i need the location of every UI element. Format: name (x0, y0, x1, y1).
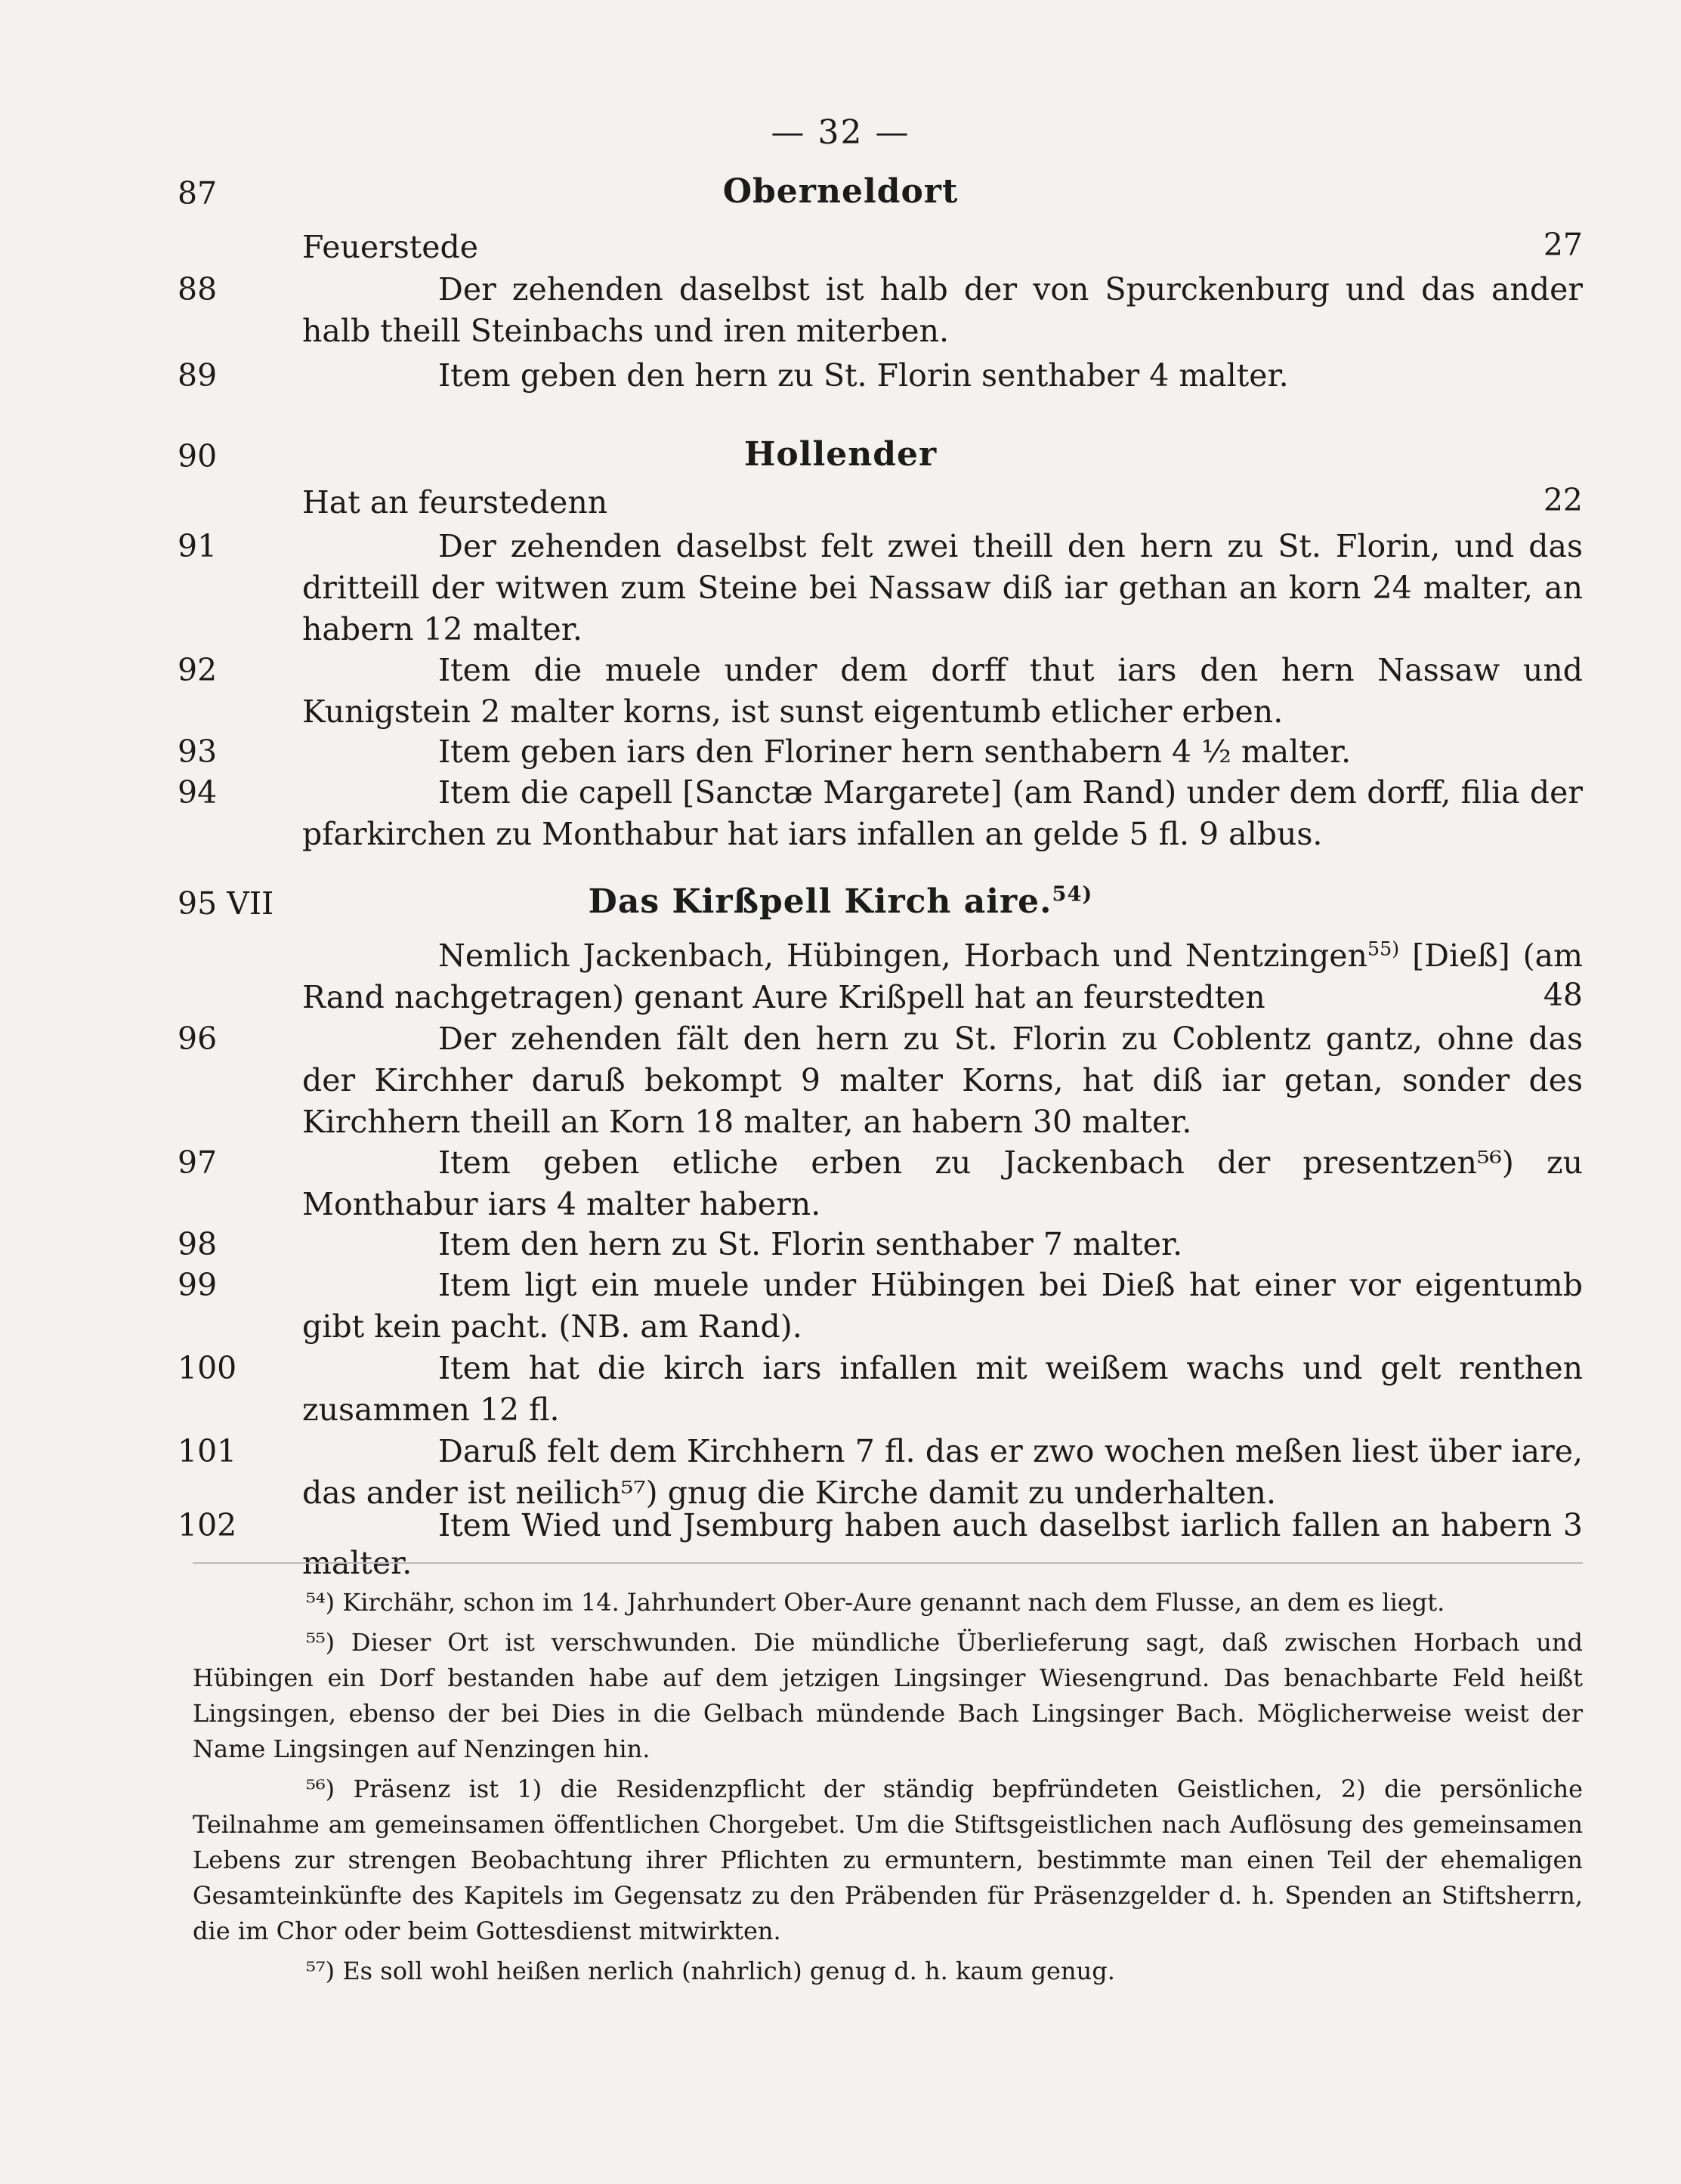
entry-97 (178, 1142, 1583, 1225)
footnote-ref: 54) (1052, 882, 1093, 907)
entry-number: 89 (178, 357, 218, 394)
entry-text: Item hat die kirch iars infallen mit weißem wachs und gelt renthen zusammen 12 fl. (302, 1350, 1583, 1428)
section-title-text: Das Kirßpell Kirch aire. (588, 882, 1052, 921)
intro-rest: [Dieß] (am Rand nachgetragen) genant Aure Krißpell hat an feurstedten (302, 938, 1583, 1015)
entry-text: Item geben etliche erben zu Jackenbach der presentzen⁵⁶) zu Monthabur iars 4 malter habern. (302, 1145, 1583, 1222)
hearth-label: Feuerstede (302, 229, 479, 265)
entry-text: Item geben den hern zu St. Florin senthaber 4 malter. (438, 357, 1289, 394)
section-number: 90 (178, 438, 218, 474)
entry-text: Item den hern zu St. Florin senthaber 7 malter. (438, 1226, 1183, 1262)
entry-94 (178, 772, 1583, 855)
hearth-value: 48 (1543, 977, 1583, 1013)
entry-number: 100 (178, 1350, 237, 1386)
entry-number: 97 (178, 1145, 218, 1181)
entry-number: 93 (178, 734, 218, 770)
entry-101 (178, 1431, 1583, 1514)
section-title: Oberneldort (722, 172, 959, 211)
footnote-56: ⁵⁶) Präsenz ist 1) die Residenzpflicht der ständig bepfründeten Geistlichen, 2) die persönliche Teilnahme am gemeinsamen öffentlichen Chorgebet. Um die Stiftsgeistlichen nach Auflösung des gemeinsamen Lebens zur strengen Beobachtung ihrer Pflichten zu ermuntern, bestimmte man einen Teil der ehemaligen Gesamteinkünfte des Kapitels im Gegensatz zu den Präbenden für Präsenzgelder d. h. Spenden an Stiftsherrn, die im Chor oder beim Gottesdienst mitwirkten. (193, 1775, 1583, 1945)
entry-number: 99 (178, 1267, 218, 1303)
entry-text: Item geben iars den Floriner hern senthabern 4 ½ malter. (438, 734, 1352, 770)
entry-number: 102 (178, 1507, 237, 1543)
entry-text: Item die capell [Sanctæ Margarete] (am Rand) under dem dorff, filia der pfarkirchen zu Monthabur hat iars infallen an gelde 5 fl. 9 albus. (302, 774, 1583, 852)
page-number: — 32 — (771, 113, 910, 152)
entry-text: Item die muele under dem dorff thut iars den hern Nassaw und Kunigstein 2 malter korns, ist sunst eigentumb etlicher erben. (302, 652, 1583, 730)
entry-number: 101 (178, 1433, 237, 1469)
entry-91 (178, 526, 1583, 650)
entry-number: 96 (178, 1021, 218, 1057)
entry-number: 94 (178, 774, 218, 811)
entry-number: 98 (178, 1226, 218, 1262)
entry-99 (178, 1265, 1583, 1348)
entry-92 (178, 650, 1583, 733)
entry-text: Der zehenden daselbst ist halb der von Spurckenburg und das ander halb theill Steinbachs und iren miterben. (302, 271, 1583, 349)
hearth-label: Hat an feurstedenn (302, 484, 608, 521)
entry-102 (178, 1506, 1583, 1582)
entry-text: Der zehenden daselbst felt zwei theill den hern zu St. Florin, und das dritteill der witwen zum Steine bei Nassaw diß iar gethan an korn 24 malter, an habern 12 malter. (302, 528, 1583, 647)
entry-text: Item ligt ein muele under Hübingen bei Dieß hat einer vor eigentumb gibt kein pacht. (NB. am Rand). (302, 1267, 1583, 1345)
entry-98 (178, 1224, 1583, 1265)
entry-text: Daruß felt dem Kirchhern 7 fl. das er zwo wochen meßen liest über iare, das ander ist neilich⁵⁷) gnug die Kirche damit zu underhalten. (302, 1433, 1583, 1511)
footnote-55: ⁵⁵) Dieser Ort ist verschwunden. Die mündliche Überlieferung sagt, daß zwischen Horbach und Hübingen ein Dorf bestanden habe auf dem jetzigen Lingsinger Wiesengrund. Das benachbarte Feld heißt Lingsingen, ebenso der bei Dies in die Gelbach mündende Bach Lingsinger Bach. Möglicherweise weist der Name Lingsingen auf Nenzingen hin. (193, 1628, 1583, 1763)
entry-text: Item Wied und Jsemburg haben auch daselbst iarlich fallen an habern 3 malter. (302, 1507, 1583, 1581)
section-title (0, 882, 1681, 921)
entry-89 (178, 355, 1583, 397)
entry-text: Der zehenden fält den hern zu St. Florin zu Coblentz gantz, ohne das der Kirchher daruß bekompt 9 malter Korns, hat diß iar getan, sonder des Kirchhern theill an Korn 18 malter, an habern 30 malter. (302, 1021, 1583, 1140)
intro-places: Nemlich Jackenbach, Hübingen, Horbach und Nentzingen (438, 938, 1367, 974)
hearth-value: 22 (1543, 482, 1583, 518)
section-title: Hollender (743, 435, 938, 474)
intro-text (193, 935, 1583, 1018)
entry-number: 92 (178, 652, 218, 688)
entry-88 (178, 269, 1583, 352)
hearth-value: 27 (1543, 227, 1583, 263)
entry-number: 88 (178, 271, 218, 307)
footnote-divider (193, 1562, 1583, 1564)
footnotes (193, 1585, 1583, 1994)
entry-93 (178, 731, 1583, 773)
section-number: 87 (178, 175, 218, 212)
footnote-ref: 55) (1367, 937, 1400, 960)
entry-number: 91 (178, 528, 218, 564)
section-number: 95 VII (178, 885, 274, 922)
entry-100 (178, 1348, 1583, 1431)
footnote-57: ⁵⁷) Es soll wohl heißen nerlich (nahrlich) genug d. h. kaum genug. (306, 1957, 1115, 1985)
entry-96 (178, 1018, 1583, 1143)
footnote-54: ⁵⁴) Kirchähr, schon im 14. Jahrhundert Ober-Aure genannt nach dem Flusse, an dem es liegt. (306, 1588, 1445, 1617)
section-intro (193, 935, 1583, 1018)
